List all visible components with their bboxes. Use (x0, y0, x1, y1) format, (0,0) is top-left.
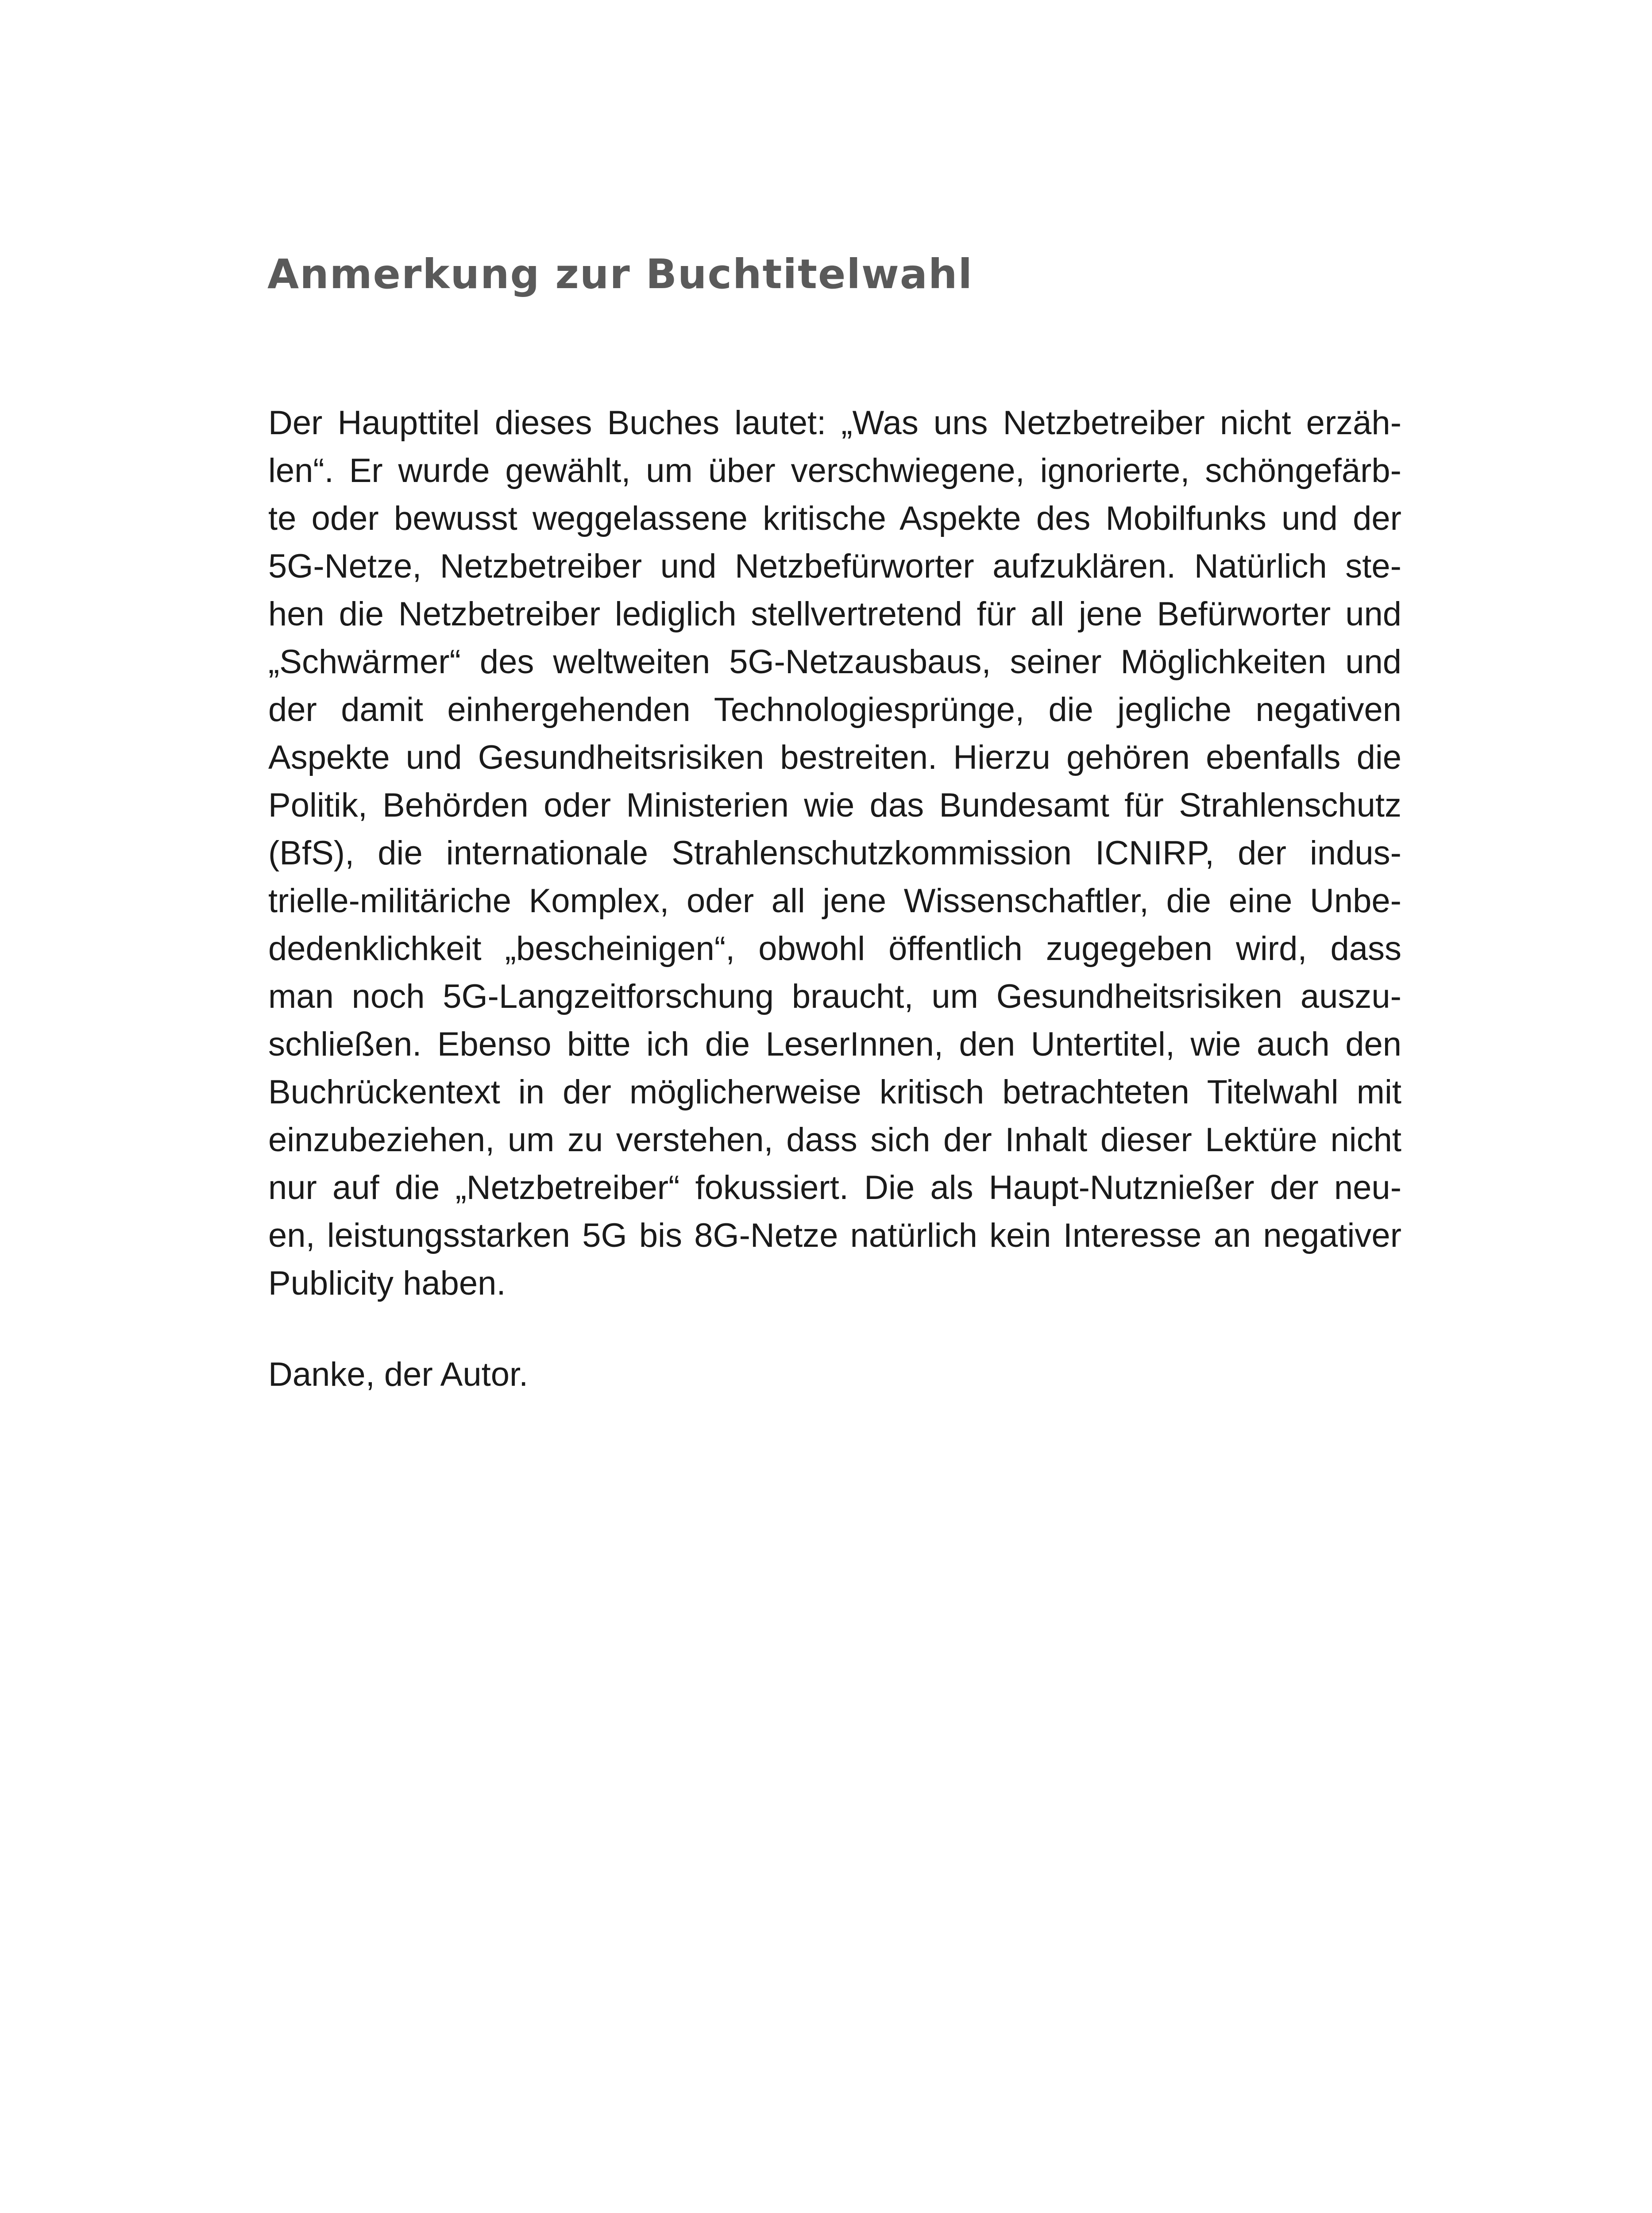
signature-line: Danke, der Autor. (268, 1356, 529, 1393)
text-line: Politik, Behörden oder Ministerien wie das Bundesamt für Strahlenschutz (268, 787, 1401, 824)
text-line: einzubeziehen, um zu verstehen, dass sich der Inhalt dieser Lektüre nicht (268, 1121, 1401, 1159)
text-line: (BfS), die internationale Strahlenschutzkommission ICNIRP, der indus- (268, 834, 1401, 872)
text-line: man noch 5G-Langzeitforschung braucht, um Gesundheitsrisiken auszu- (268, 978, 1401, 1015)
text-line: dedenklichkeit „bescheinigen“, obwohl öffentlich zugegeben wird, dass (268, 930, 1401, 968)
text-line: Der Haupttitel dieses Buches lautet: „Was uns Netzbetreiber nicht erzäh- (268, 404, 1401, 442)
text-line: hen die Netzbetreiber lediglich stellvertretend für all jene Befürworter und (268, 595, 1401, 633)
text-line: Aspekte und Gesundheitsrisiken bestreiten. Hierzu gehören ebenfalls die (268, 739, 1401, 776)
text-line: nur auf die „Netzbetreiber“ fokussiert. Die als Haupt-Nutznießer der neu- (268, 1169, 1401, 1207)
text-line: trielle-militäriche Komplex, oder all jene Wissenschaftler, die eine Unbe- (268, 882, 1401, 920)
text-line: Publicity haben. (268, 1265, 506, 1302)
page-title: Anmerkung zur Buchtitelwahl (267, 251, 973, 298)
text-line: te oder bewusst weggelassene kritische Aspekte des Mobilfunks und der (268, 500, 1401, 537)
text-line: schließen. Ebenso bitte ich die LeserInnen, den Untertitel, wie auch den (268, 1026, 1401, 1063)
text-line: Buchrückentext in der möglicherweise kritisch betrachteten Titelwahl mit (268, 1073, 1401, 1111)
text-line: der damit einhergehenden Technologiesprünge, die jegliche negativen (268, 691, 1401, 729)
text-line: en, leistungsstarken 5G bis 8G-Netze natürlich kein Interesse an negativer (268, 1217, 1401, 1254)
body-paragraph (268, 399, 1401, 1307)
text-line: „Schwärmer“ des weltweiten 5G-Netzausbaus, seiner Möglichkeiten und (268, 643, 1401, 681)
text-line: 5G-Netze, Netzbetreiber und Netzbefürworter aufzuklären. Natürlich ste- (268, 547, 1401, 585)
text-line: len“. Er wurde gewählt, um über verschwiegene, ignorierte, schöngefärb- (268, 452, 1401, 490)
